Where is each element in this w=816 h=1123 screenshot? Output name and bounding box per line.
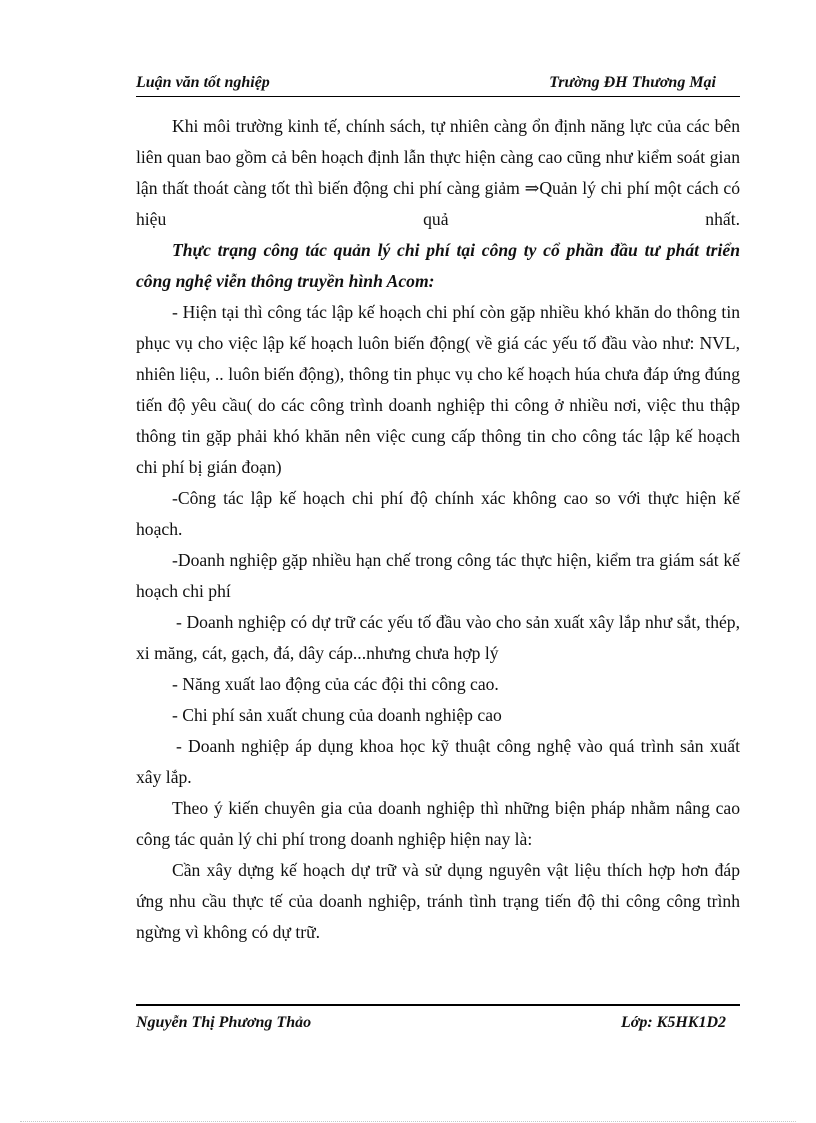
header-university-name: Trường ĐH Thương Mại xyxy=(549,74,716,91)
paragraph-planning-accuracy: -Công tác lập kế hoạch chi phí độ chính xác không cao so với thực hiện kế hoạch. xyxy=(136,488,740,539)
page-header xyxy=(136,72,740,97)
section-heading: Thực trạng công tác quản lý chi phí tại công ty cổ phần đầu tư phát triển công nghệ viễn thông truyền hình Acom: xyxy=(136,240,740,291)
paragraph-supervision-limits: -Doanh nghiệp gặp nhiều hạn chế trong công tác thực hiện, kiểm tra giám sát kế hoạch chi phí xyxy=(136,550,740,601)
header-thesis-label: Luận văn tốt nghiệp xyxy=(136,74,270,91)
paragraph-planning-difficulties: - Hiện tại thì công tác lập kế hoạch chi phí còn gặp nhiều khó khăn do thông tin phục vụ cho việc lập kế hoạch luôn biến động( về giá các yếu tố đầu vào như: NVL, nhiên liệu, .. luôn biến động), thông tin phục vụ cho kế hoạch húa chưa đáp ứng đúng tiến độ yêu cầu( do các công trình doanh nghiệp thi công ở nhiều nơi, việc thu thập thông tin gặp phải khó khăn nên việc cung cấp thông tin cho công tác lập kế hoạch chi phí bị gián đoạn) xyxy=(136,302,740,477)
footer-author-name: Nguyễn Thị Phương Thảo xyxy=(136,1014,312,1031)
paragraph-labor-productivity: - Năng xuất lao động của các đội thi công cao. xyxy=(172,674,499,694)
paragraph-reserve-plan: Cần xây dựng kế hoạch dự trữ và sử dụng nguyên vật liệu thích hợp hơn đáp ứng nhu cầu thực tế của doanh nghiệp, tránh tình trạng tiến độ thi công công trình ngừng vì không có dự trữ. xyxy=(136,860,740,942)
footer-class-code: Lớp: K5HK1D2 xyxy=(620,1014,726,1031)
paragraph-technology: - Doanh nghiệp áp dụng khoa học kỹ thuật công nghệ vào quá trình sản xuất xây lắp. xyxy=(136,736,740,787)
paragraph-expert-opinion: Theo ý kiến chuyên gia của doanh nghiệp thì những biện pháp nhằm nâng cao công tác quản lý chi phí trong doanh nghiệp hiện nay là: xyxy=(136,798,740,849)
paragraph-intro: Khi môi trường kinh tế, chính sách, tự nhiên càng ổn định năng lực của các bên liên quan bao gồm cả bên hoạch định lẫn thực hiện càng cao cũng như kiểm soát gian lận thất thoát càng tốt thì biến động chi phí càng giảm ⇒Quản lý chi phí một cách có hiệu quả nhất. xyxy=(136,116,740,229)
document-body xyxy=(136,111,740,948)
page-bottom-divider xyxy=(20,1121,796,1122)
paragraph-material-reserves: - Doanh nghiệp có dự trữ các yếu tố đầu vào cho sản xuất xây lắp như sắt, thép, xi măng, cát, gạch, đá, dây cáp...nhưng chưa hợp lý xyxy=(136,612,740,663)
paragraph-overhead-costs: - Chi phí sản xuất chung của doanh nghiệp cao xyxy=(172,705,502,725)
page-footer xyxy=(136,1004,740,1036)
